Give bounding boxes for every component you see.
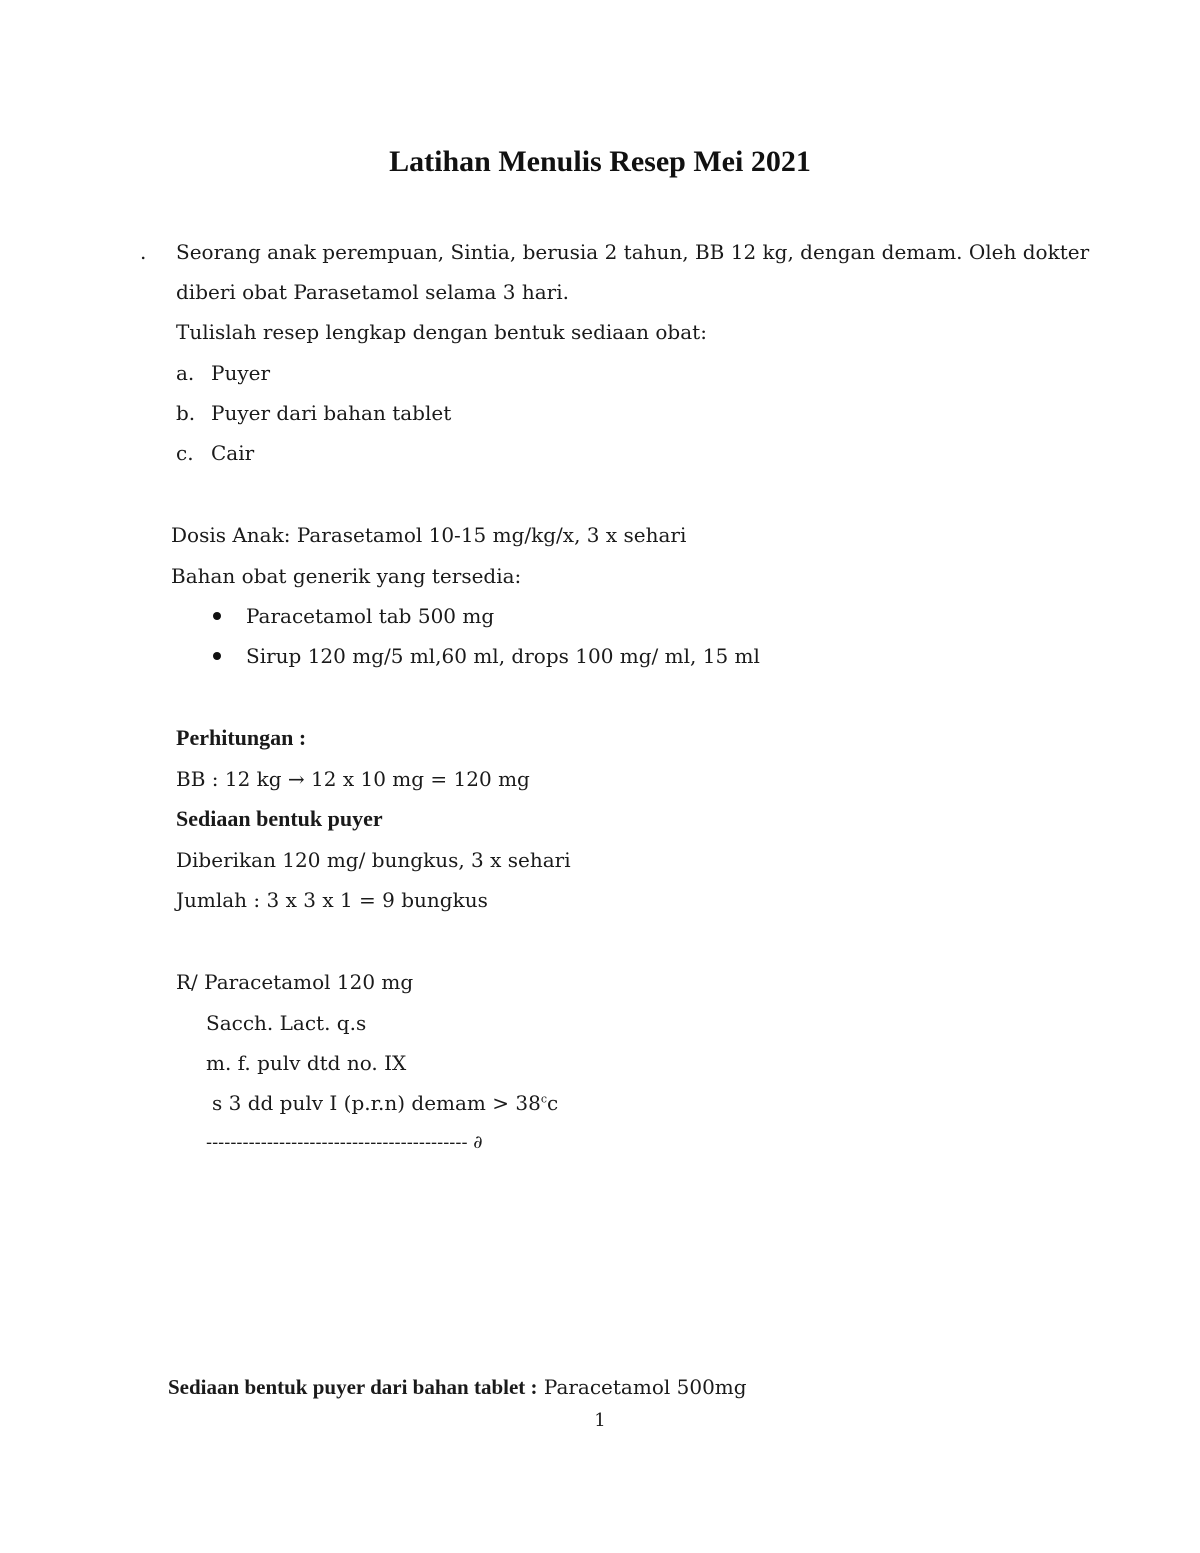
resep-sacch-line: Sacch. Lact. q.s (206, 1011, 367, 1035)
question-line-1: Seorang anak perempuan, Sintia, berusia 2 tahun, BB 12 kg, dengan demam. Oleh dokter (176, 240, 1090, 264)
jumlah-line: Jumlah : 3 x 3 x 1 = 9 bungkus (176, 888, 488, 912)
tablet-section-label: Sediaan bentuk puyer dari bahan tablet : (168, 1375, 538, 1399)
resep-mf-line: m. f. pulv dtd no. IX (206, 1051, 407, 1075)
tablet-section-line (168, 1375, 747, 1399)
resep-r-line: R/ Paracetamol 120 mg (176, 970, 414, 994)
page-title: Latihan Menulis Resep Mei 2021 (389, 145, 811, 178)
bahan-item-1: Paracetamol tab 500 mg (246, 604, 495, 628)
option-letter-b: b. (176, 401, 196, 425)
option-text-b: Puyer dari bahan tablet (211, 401, 452, 425)
tablet-section-rest: Paracetamol 500mg (537, 1375, 747, 1399)
resep-signa-line (212, 1091, 558, 1115)
sediaan-puyer-heading: Sediaan bentuk puyer (176, 806, 383, 831)
option-text-c: Cair (211, 441, 255, 465)
bb-line: BB : 12 kg → 12 x 10 mg = 120 mg (176, 767, 530, 791)
bullet-icon (213, 652, 221, 660)
degree-superscript: c (540, 1092, 547, 1106)
dosis-line: Dosis Anak: Parasetamol 10-15 mg/kg/x, 3 x sehari (171, 523, 687, 547)
bahan-heading: Bahan obat generik yang tersedia: (171, 564, 522, 588)
question-line-3: Tulislah resep lengkap dengan bentuk sediaan obat: (176, 320, 707, 344)
bullet-icon (213, 612, 221, 620)
signa-unit: c (546, 1091, 559, 1115)
option-text-a: Puyer (211, 361, 271, 385)
option-letter-c: c. (176, 441, 194, 465)
resep-closing-line: ------------------------------------------- ∂ (206, 1132, 483, 1153)
page-number: 1 (594, 1410, 606, 1431)
diberikan-line: Diberikan 120 mg/ bungkus, 3 x sehari (176, 848, 571, 872)
option-letter-a: a. (176, 361, 195, 385)
bahan-item-2: Sirup 120 mg/5 ml,60 ml, drops 100 mg/ ml, 15 ml (246, 644, 760, 668)
perhitungan-heading: Perhitungan : (176, 725, 307, 750)
question-marker: . (140, 240, 147, 264)
question-line-2: diberi obat Parasetamol selama 3 hari. (176, 280, 569, 304)
signa-text: s 3 dd pulv I (p.r.n) demam > 38 (212, 1091, 541, 1115)
